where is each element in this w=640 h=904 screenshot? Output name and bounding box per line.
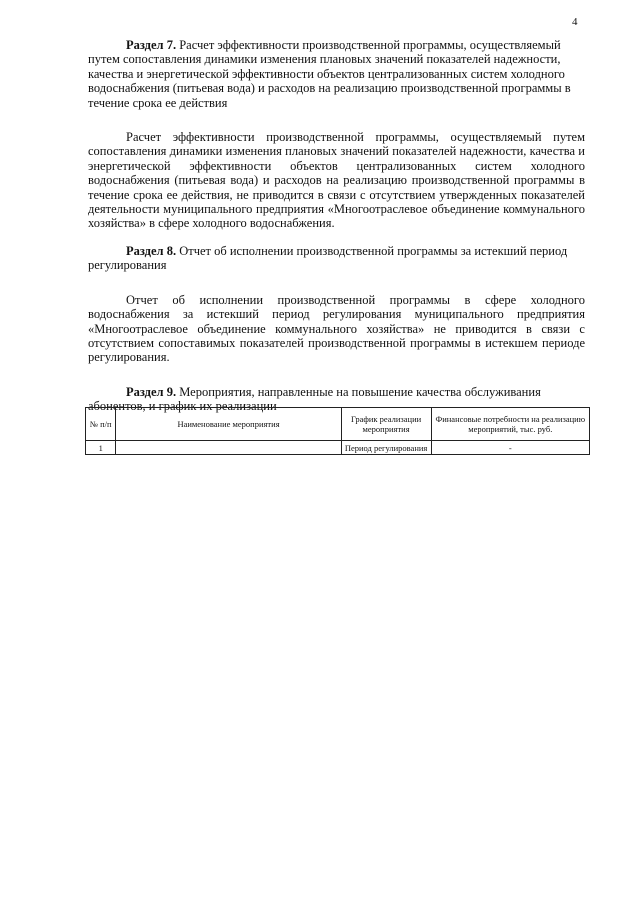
document-content bbox=[88, 38, 585, 414]
page-number: 4 bbox=[572, 16, 578, 28]
section-8-heading bbox=[88, 244, 585, 273]
section-8-body: Отчет об исполнении производственной программы в сфере холодного водоснабжения за истекший период регулирования муниципального предприятия «Многоотраслевое объединение коммунального хозяйства» не приводится в связи с отсутствием сопоставимых показателей производственной программы в истекшем периоде регулирования. bbox=[88, 292, 585, 365]
section-7-title: Расчет эффективности производственной программы, осуществляемый путем сопоставления динамики изменения плановых значений показателей надежности, качества и энергетической эффективности объектов централизованных систем холодного водоснабжения (питьевая вода) и расходов на реализацию производственной программы в течение срока ее действия bbox=[88, 38, 571, 110]
header-number: № п/п bbox=[86, 408, 116, 441]
section-8-title: Отчет об исполнении производственной программы за истекший период регулирования bbox=[88, 243, 568, 273]
measures-table bbox=[85, 407, 590, 455]
section-7-label: Раздел 7. bbox=[126, 38, 177, 52]
cell-financial-needs: - bbox=[431, 441, 589, 455]
cell-number: 1 bbox=[86, 441, 116, 455]
section-7-heading bbox=[88, 38, 585, 110]
header-financial-needs: Финансовые потребности на реализацию мероприятий, тыс. руб. bbox=[431, 408, 589, 441]
section-9-label: Раздел 9. bbox=[126, 384, 177, 399]
header-schedule: График реализации мероприятия bbox=[341, 408, 431, 441]
cell-schedule: Период регулирования bbox=[341, 441, 431, 455]
table-row bbox=[86, 441, 590, 455]
section-9-title: Мероприятия, направленные на повышение качества обслуживания абонентов, и график их реализации bbox=[88, 384, 541, 414]
section-8-label: Раздел 8. bbox=[126, 243, 177, 258]
cell-measure-name bbox=[116, 441, 341, 455]
header-measure-name: Наименование мероприятия bbox=[116, 408, 341, 441]
section-7-body: Расчет эффективности производственной программы, осуществляемый путем сопоставления динамики изменения плановых значений показателей надежности, качества и энергетической эффективности объектов централизованных систем холодного водоснабжения (питьевая вода) и расходов на реализацию производственной программы в течение срока ее действия, не приводится в связи с отсутствием утвержденных показателей деятельности муниципального предприятия «Многоотраслевое объединение коммунального хозяйства» в сфере холодного водоснабжения. bbox=[88, 130, 585, 231]
table-header-row bbox=[86, 408, 590, 441]
